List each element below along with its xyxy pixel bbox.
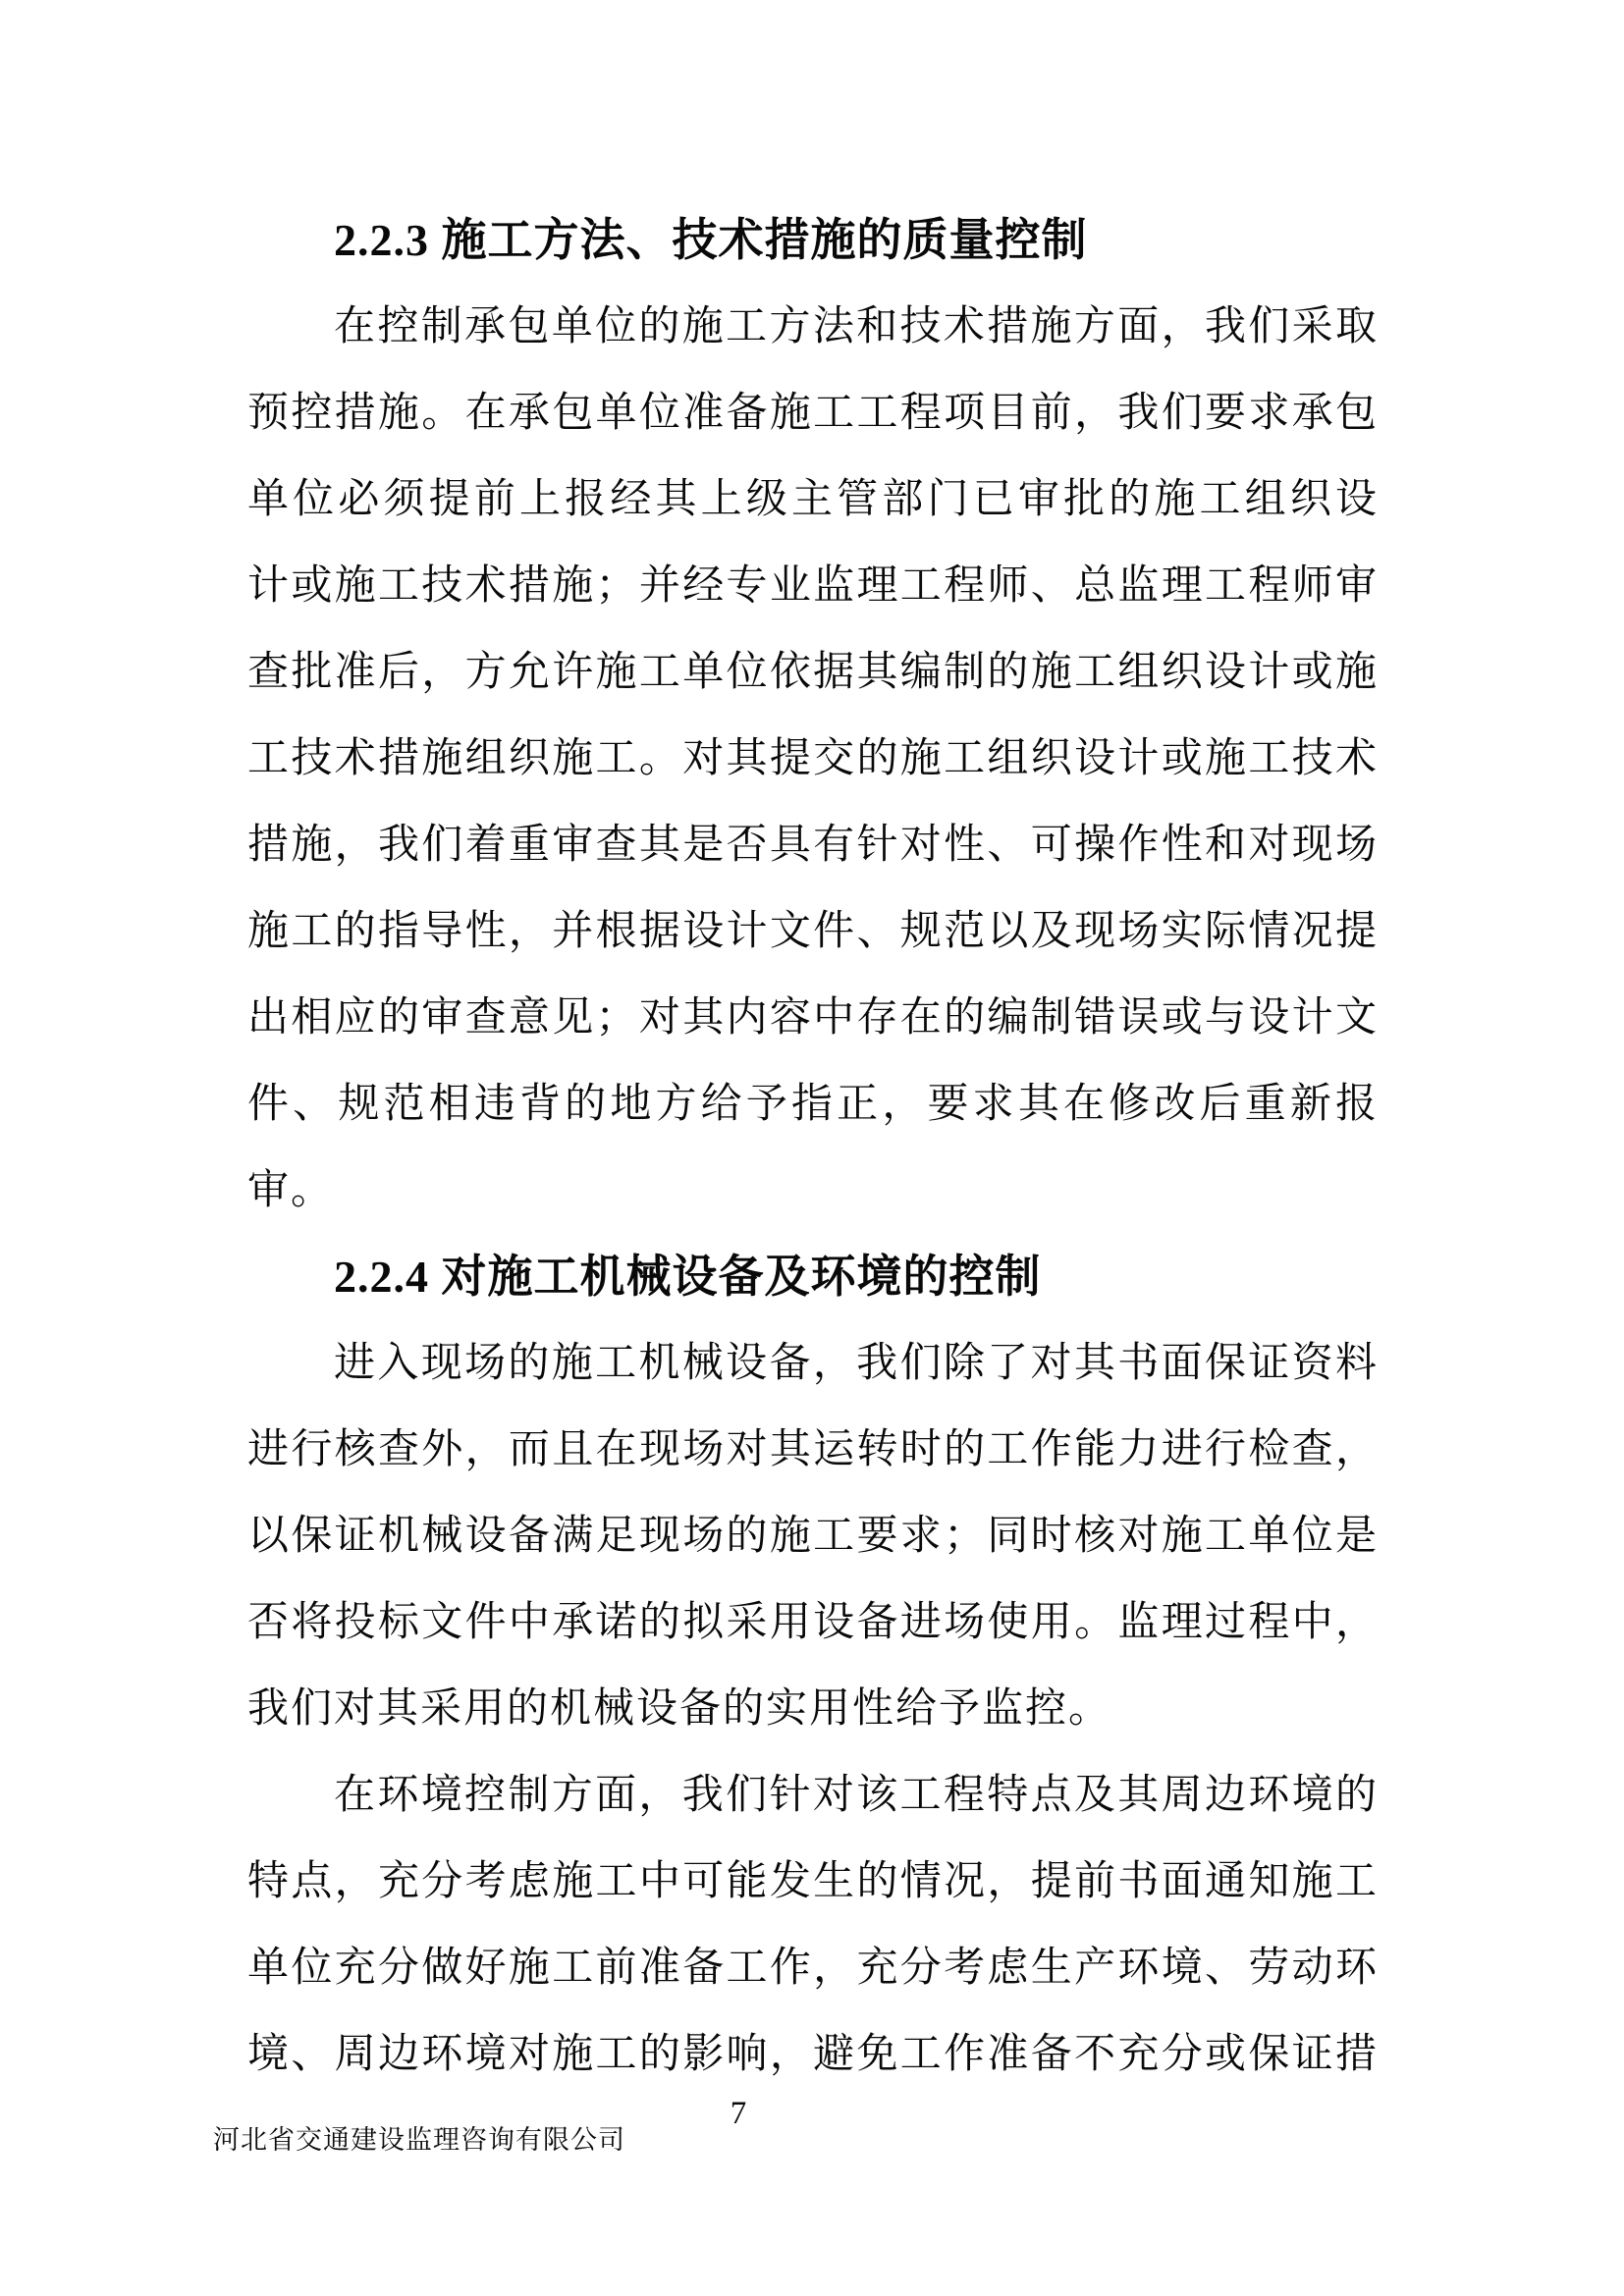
text-line: 单位必须提前上报经其上级主管部门已审批的施工组织设	[247, 477, 1377, 522]
section-heading: 2.2.3 施工方法、技术措施的质量控制	[334, 215, 1088, 265]
document-body	[247, 197, 1377, 2098]
text-line: 进行核查外，而且在现场对其运转时的工作能力进行检查，	[247, 1427, 1377, 1472]
text-line: 查批准后，方允许施工单位依据其编制的施工组织设计或施	[247, 650, 1377, 695]
text-line: 施工的指导性，并根据设计文件、规范以及现场实际情况提	[247, 909, 1377, 954]
text-line: 否将投标文件中承诺的拟采用设备进场使用。监理过程中，	[247, 1600, 1377, 1645]
section-heading: 2.2.4 对施工机械设备及环境的控制	[334, 1252, 1042, 1302]
text-line: 以保证机械设备满足现场的施工要求；同时核对施工单位是	[247, 1514, 1377, 1559]
text-line: 在环境控制方面，我们针对该工程特点及其周边环境的	[334, 1773, 1377, 1818]
text-line: 单位充分做好施工前准备工作，充分考虑生产环境、劳动环	[247, 1946, 1377, 1991]
page-number: 7	[730, 2096, 747, 2131]
footer-company-name: 河北省交通建设监理咨询有限公司	[213, 2125, 625, 2155]
text-line: 审。	[247, 1168, 335, 1213]
text-line: 我们对其采用的机械设备的实用性给予监控。	[247, 1686, 1112, 1732]
text-line: 进入现场的施工机械设备，我们除了对其书面保证资料	[334, 1341, 1377, 1386]
text-line: 工技术措施组织施工。对其提交的施工组织设计或施工技术	[247, 736, 1377, 781]
text-line: 出相应的审查意见；对其内容中存在的编制错误或与设计文	[247, 995, 1377, 1041]
text-line: 措施，我们着重审查其是否具有针对性、可操作性和对现场	[247, 823, 1377, 868]
text-line: 在控制承包单位的施工方法和技术措施方面，我们采取	[334, 304, 1377, 349]
text-line: 预控措施。在承包单位准备施工工程项目前，我们要求承包	[247, 391, 1377, 436]
text-line: 特点，充分考虑施工中可能发生的情况，提前书面通知施工	[247, 1859, 1377, 1904]
text-line: 计或施工技术措施；并经专业监理工程师、总监理工程师审	[247, 563, 1377, 609]
text-line: 件、规范相违背的地方给予指正，要求其在修改后重新报	[247, 1082, 1377, 1127]
text-line: 境、周边环境对施工的影响，避免工作准备不充分或保证措	[247, 2032, 1377, 2077]
